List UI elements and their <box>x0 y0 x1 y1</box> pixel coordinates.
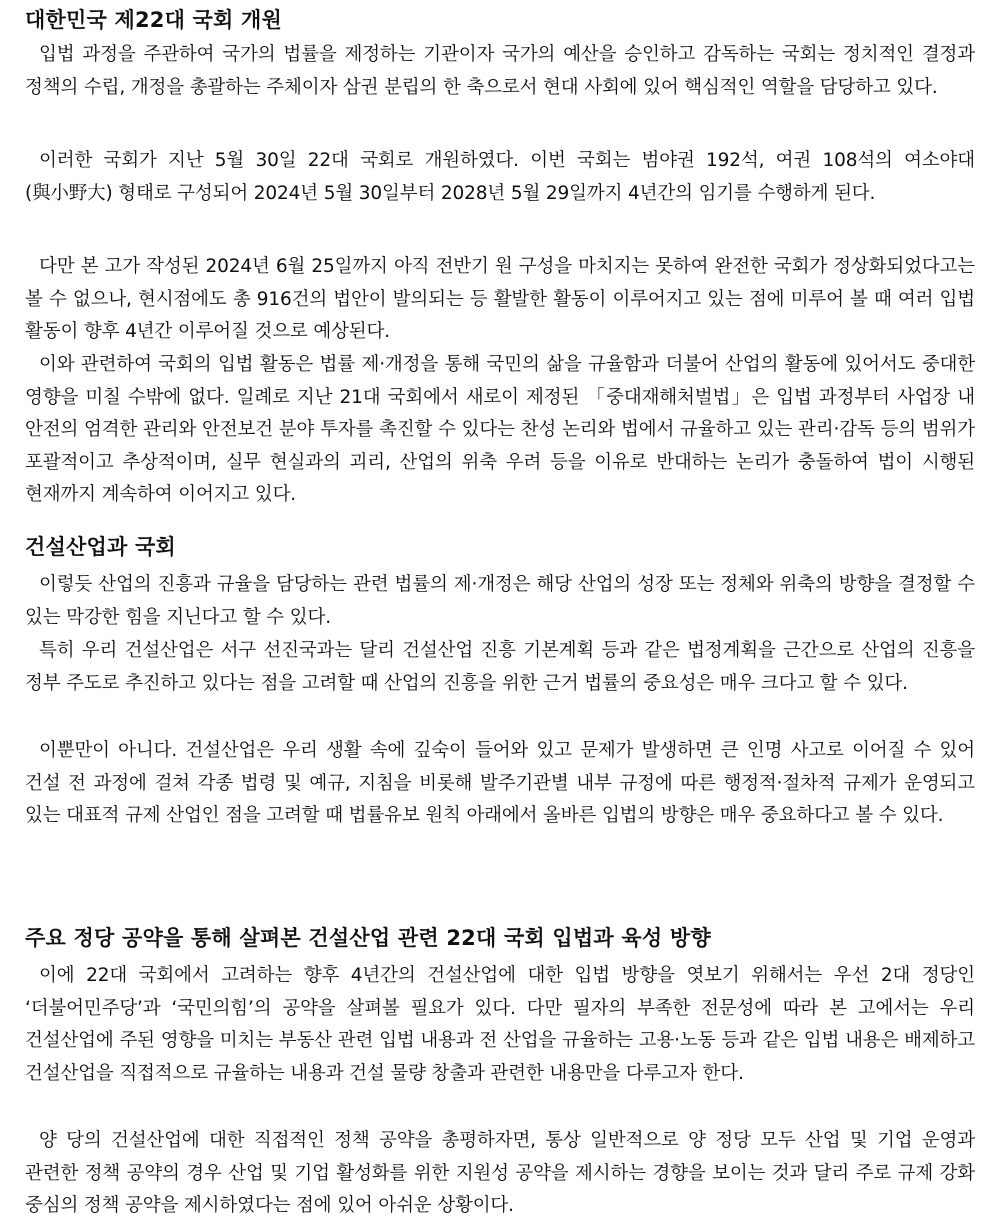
section-heading-construction-and-assembly: 건설산업과 국회 <box>25 535 176 559</box>
paragraph-government-led-promotion: 특히 우리 건설산업은 서구 선진국과는 달리 건설산업 진흥 기본계획 등과 같은 법정계획을 근간으로 산업의 진흥을 정부 주도로 추진하고 있다는 점을 고려할 때 산업의 진흥을 위한 근거 법률의 중요성은 매우 크다고 할 수 있다. <box>25 640 975 694</box>
paragraph-role-of-assembly: 입법 과정을 주관하여 국가의 법률을 제정하는 기관이자 국가의 예산을 승인하고 감독하는 국회는 정치적인 결정과 정책의 수립, 개정을 총괄하는 주체이자 삼권 분립의 한 축으로서 현대 사회에 있어 핵심적인 역할을 담당하고 있다. <box>25 44 975 98</box>
section-heading-22nd-assembly-opening: 대한민국 제22대 국회 개원 <box>25 8 283 32</box>
paragraph-regulated-industry: 이뿐만이 아니다. 건설산업은 우리 생활 속에 깊숙이 들어와 있고 문제가 발생하면 큰 인명 사고로 이어질 수 있어 건설 전 과정에 걸쳐 각종 법령 및 예규, 지침을 비롯해 발주기관별 내부 규정에 따른 행정적·절차적 규제가 운영되고 있는 대표적 규제 산업인 점을 고려할 때 법률유보 원칙 아래에서 올바른 입법의 방향은 매우 중요하다고 볼 수 있다. <box>25 740 975 826</box>
paragraph-serious-accidents-act: 이와 관련하여 국회의 입법 활동은 법률 제·개정을 통해 국민의 삶을 규율함과 더불어 산업의 활동에 있어서도 중대한 영향을 미칠 수밖에 없다. 일례로 지난 21대 국회에서 새로이 제정된 「중대재해처벌법」은 입법 과정부터 사업장 내 안전의 엄격한 관리와 안전보건 분야 투자를 촉진할 수 있다는 찬성 논리와 법에서 규율하고 있는 관리·감독 등의 범위가 포괄적이고 추상적이며, 실무 현실과의 괴리, 산업의 위축 우려 등을 이유로 반대하는 논리가 충돌하여 법이 시행된 현재까지 계속하여 이어지고 있다. <box>25 354 975 505</box>
section-heading-party-pledges: 주요 정당 공약을 통해 살펴본 건설산업 관련 22대 국회 입법과 육성 방향 <box>25 926 711 950</box>
paragraph-pledge-review: 양 당의 건설산업에 대한 직접적인 정책 공약을 총평하자면, 통상 일반적으로 양 정당 모두 산업 및 기업 운영과 관련한 정책 공약의 경우 산업 및 기업 활성화를 위한 지원성 공약을 제시하는 경향을 보이는 것과 달리 주로 규제 강화 중심의 정책 공약을 제시하였다는 점에 있어 아쉬운 상황이다. <box>25 1130 975 1216</box>
paragraph-assembly-composition: 이러한 국회가 지난 5월 30일 22대 국회로 개원하였다. 이번 국회는 범야권 192석, 여권 108석의 여소야대(與小野大) 형태로 구성되어 2024년 5월 30일부터 2028년 5월 29일까지 4년간의 임기를 수행하게 된다. <box>25 150 975 204</box>
paragraph-two-major-parties: 이에 22대 국회에서 고려하는 향후 4년간의 건설산업에 대한 입법 방향을 엿보기 위해서는 우선 2대 정당인 ‘더불어민주당’과 ‘국민의힘’의 공약을 살펴볼 필요가 있다. 다만 필자의 부족한 전문성에 따라 본 고에서는 우리 건설산업에 주된 영향을 미치는 부동산 관련 입법 내용과 전 산업을 규율하는 고용·노동 등과 같은 입법 내용은 배제하고 건설산업을 직접적으로 규율하는 내용과 건설 물량 창출과 관련한 내용만을 다루고자 한다. <box>25 965 975 1084</box>
paragraph-industry-promotion-laws: 이렇듯 산업의 진흥과 규율을 담당하는 관련 법률의 제·개정은 해당 산업의 성장 또는 정체와 위축의 방향을 결정할 수 있는 막강한 힘을 지닌다고 할 수 있다. <box>25 574 975 628</box>
paragraph-legislative-activity-outlook: 다만 본 고가 작성된 2024년 6월 25일까지 아직 전반기 원 구성을 마치지는 못하여 완전한 국회가 정상화되었다고는 볼 수 없으나, 현시점에도 총 916건의 법안이 발의되는 등 활발한 활동이 이루어지고 있는 점에 미루어 볼 때 여러 입법 활동이 향후 4년간 이루어질 것으로 예상된다. <box>25 256 975 342</box>
